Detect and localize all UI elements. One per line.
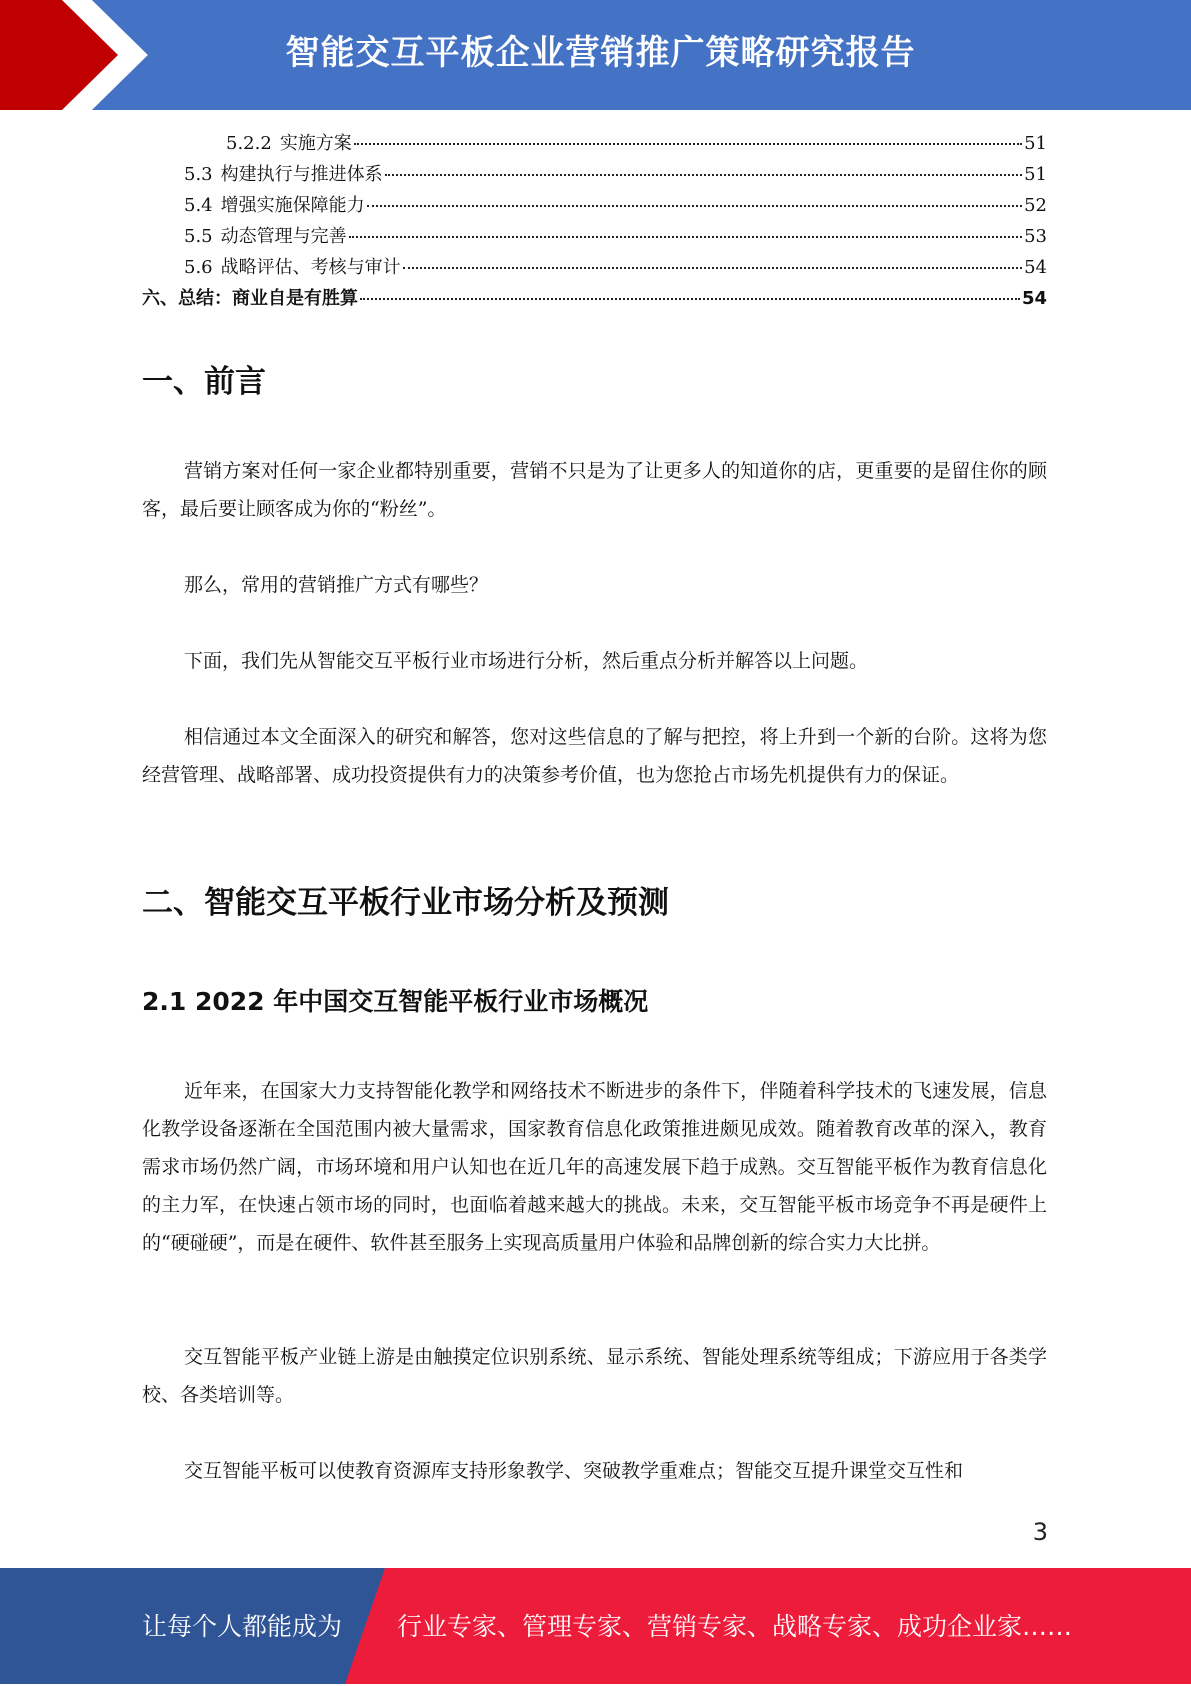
toc-entry-number: 5.4	[184, 195, 213, 216]
toc-entry-page: 52	[1024, 195, 1047, 216]
subheading-market-overview: 2.1 2022 年中国交互智能平板行业市场概况	[142, 987, 649, 1016]
footer-slogan-left: 让每个人都能成为	[142, 1612, 343, 1641]
toc-leader-dots	[354, 143, 1022, 145]
toc-entry-page: 51	[1024, 133, 1047, 154]
toc-leader-dots	[367, 205, 1022, 207]
toc-entry[interactable]	[142, 190, 1047, 221]
toc-leader-dots	[385, 174, 1022, 176]
paragraph: 交互智能平板产业链上游是由触摸定位识别系统、显示系统、智能处理系统等组成；下游应用于各类学校、各类培训等。	[142, 1346, 1047, 1406]
toc-entry-page: 54	[1024, 257, 1047, 278]
document-title: 智能交互平板企业营销推广策略研究报告	[285, 33, 916, 73]
heading-market-analysis: 二、智能交互平板行业市场分析及预测	[142, 885, 669, 921]
toc-entry-page: 51	[1024, 164, 1047, 185]
toc-leader-dots	[349, 236, 1022, 238]
toc-entry-number: 5.2.2	[226, 133, 272, 154]
paragraph: 交互智能平板可以使教育资源库支持形象教学、突破教学重难点；智能交互提升课堂交互性和	[184, 1460, 964, 1482]
toc-entry[interactable]	[142, 252, 1047, 283]
heading-preface: 一、前言	[142, 364, 266, 400]
toc-entry-number: 5.5	[184, 226, 213, 247]
toc-entry-label: 战略评估、考核与审计	[220, 257, 401, 278]
toc-entry-label: 动态管理与完善	[220, 226, 347, 247]
toc-entry-label: 增强实施保障能力	[220, 195, 365, 216]
toc-entry[interactable]	[142, 221, 1047, 252]
paragraph: 下面，我们先从智能交互平板行业市场进行分析，然后重点分析并解答以上问题。	[184, 650, 869, 672]
toc-entry-number: 5.6	[184, 257, 213, 278]
paragraph: 近年来，在国家大力支持智能化教学和网络技术不断进步的条件下，伴随着科学技术的飞速发展，信息化教学设备逐渐在全国范围内被大量需求，国家教育信息化政策推进颇见成效。随着教育改革的深入，教育需求市场仍然广阔，市场环境和用户认知也在近几年的高速发展下趋于成熟。交互智能平板作为教育信息化的主力军，在快速占领市场的同时，也面临着越来越大的挑战。未来，交互智能平板市场竞争不再是硬件上的“硬碰硬”，而是在硬件、软件甚至服务上实现高质量用户体验和品牌创新的综合实力大比拼。	[142, 1080, 1047, 1254]
toc-entry[interactable]	[142, 159, 1047, 190]
toc-entry-number: 5.3	[184, 164, 213, 185]
toc-entry-page: 53	[1024, 226, 1047, 247]
toc-entry[interactable]	[142, 128, 1047, 159]
page-number: 3	[1032, 1518, 1048, 1546]
toc-leader-dots	[360, 298, 1020, 300]
page-footer	[0, 1568, 1191, 1684]
toc-entry-chapter[interactable]	[142, 283, 1047, 314]
table-of-contents	[142, 128, 1047, 314]
toc-entry-label: 构建执行与推进体系	[220, 164, 383, 185]
paragraph: 营销方案对任何一家企业都特别重要，营销不只是为了让更多人的知道你的店，更重要的是留住你的顾客，最后要让顾客成为你的“粉丝”。	[142, 460, 1047, 520]
toc-entry-label: 六、总结：商业自是有胜算	[142, 288, 358, 309]
toc-entry-page: 54	[1021, 288, 1047, 309]
toc-leader-dots	[403, 267, 1022, 269]
paragraph: 相信通过本文全面深入的研究和解答，您对这些信息的了解与把控，将上升到一个新的台阶。这将为您经营管理、战略部署、成功投资提供有力的决策参考价值，也为您抢占市场先机提供有力的保证。	[142, 726, 1047, 786]
page-header	[0, 0, 1191, 110]
paragraph: 那么，常用的营销推广方式有哪些？	[184, 574, 489, 596]
toc-entry-label: 实施方案	[279, 133, 352, 154]
footer-slogan-right: 行业专家、管理专家、营销专家、战略专家、成功企业家……	[397, 1612, 1073, 1641]
